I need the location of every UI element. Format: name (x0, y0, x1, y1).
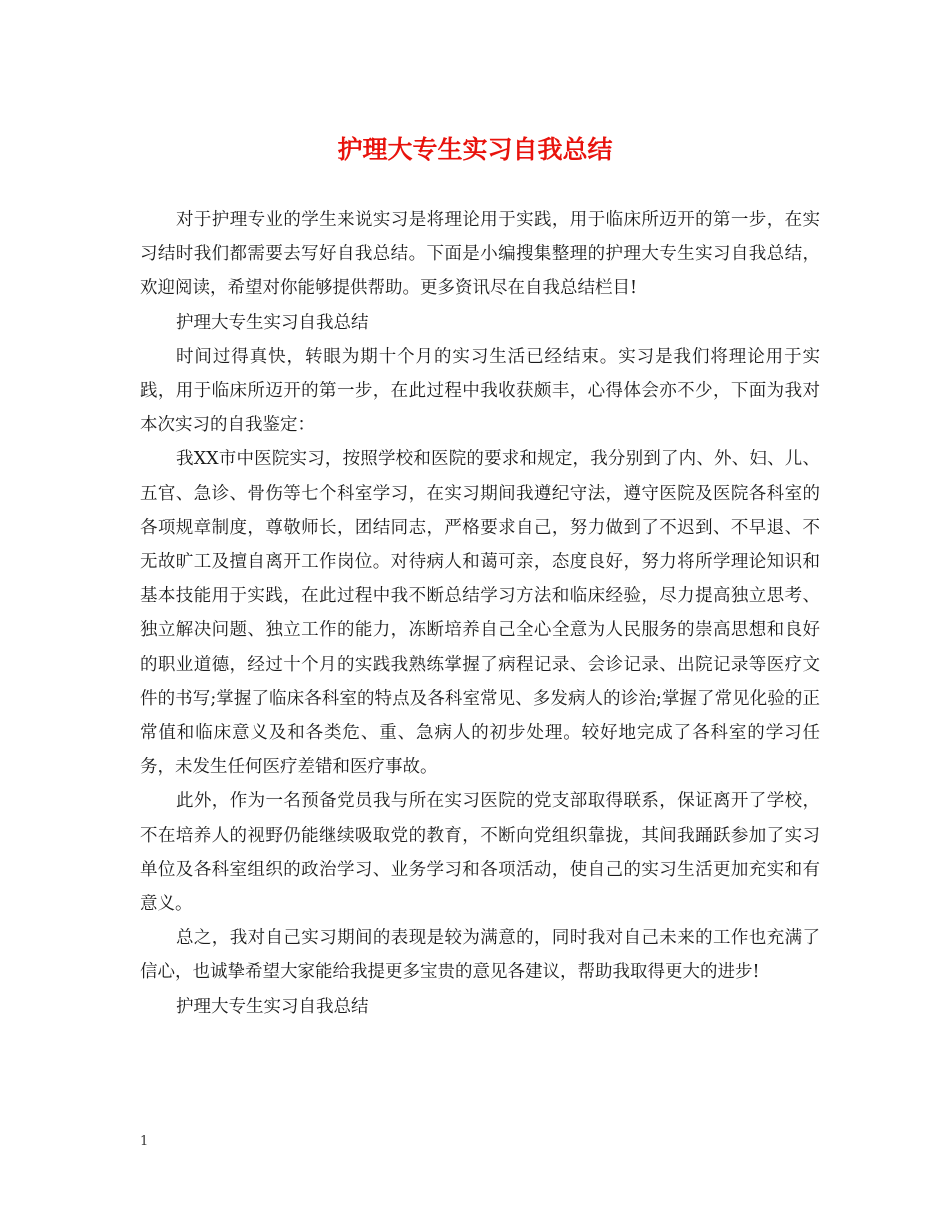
body-paragraph: 此外，作为一名预备党员我与所在实习医院的党支部取得联系，保证离开了学校，不在培养人的视野仍能继续吸取党的教育，不断向党组织靠拢，其间我踊跃参加了实习单位及各科室组织的政治学习、业务学习和各项活动，使自己的实习生活更加充实和有意义。 (140, 791, 820, 915)
document-title: 护理大专生实习自我总结 (337, 135, 613, 164)
body-paragraph: 总之，我对自己实习期间的表现是较为满意的，同时我对自己未来的工作也充满了信心，也诚挚希望大家能给我提更多宝贵的意见各建议，帮助我取得更大的进步! (140, 928, 820, 983)
document-body (140, 203, 820, 1024)
body-paragraph: 我XX市中医院实习，按照学校和医院的要求和规定，我分别到了内、外、妇、儿、五官、急诊、骨伤等七个科室学习，在实习期间我遵纪守法，遵守医院及医院各科室的各项规章制度，尊敬师长，团结同志，严格要求自己，努力做到了不迟到、不早退、不无故旷工及擅自离开工作岗位。对待病人和蔼可亲，态度良好，努力将所学理论知识和基本技能用于实践，在此过程中我不断总结学习方法和临床经验，尽力提高独立思考、独立解决问题、独立工作的能力，冻断培养自己全心全意为人民服务的崇高思想和良好的职业道德，经过十个月的实践我熟练掌握了病程记录、会诊记录、出院记录等医疗文件的书写;掌握了临床各科室的特点及各科室常见、多发病人的诊治;掌握了常见化验的正常值和临床意义及和各类危、重、急病人的初步处理。较好地完成了各科室的学习任务，未发生任何医疗差错和医疗事故。 (140, 449, 820, 778)
intro-paragraph: 对于护理专业的学生来说实习是将理论用于实践，用于临床所迈开的第一步，在实习结时我们都需要去写好自我总结。下面是小编搜集整理的护理大专生实习自我总结，欢迎阅读，希望对你能够提供帮助。更多资讯尽在自我总结栏目! (140, 210, 820, 299)
section-heading: 护理大专生实习自我总结 (176, 996, 369, 1017)
page-number: 1 (140, 1134, 149, 1149)
section-heading: 护理大专生实习自我总结 (176, 312, 369, 333)
body-paragraph: 时间过得真快，转眼为期十个月的实习生活已经结束。实习是我们将理论用于实践，用于临床所迈开的第一步，在此过程中我收获颇丰，心得体会亦不少，下面为我对本次实习的自我鉴定： (140, 346, 820, 436)
